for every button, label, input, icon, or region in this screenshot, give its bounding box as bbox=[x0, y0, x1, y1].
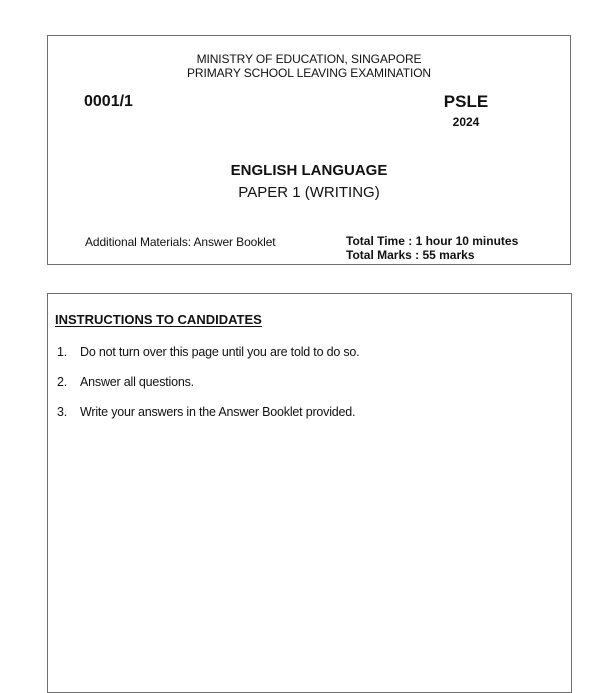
instruction-text: Write your answers in the Answer Booklet provided. bbox=[80, 405, 356, 419]
instruction-item bbox=[57, 345, 359, 359]
instruction-text: Answer all questions. bbox=[80, 375, 194, 389]
instruction-text: Do not turn over this page until you are told to do so. bbox=[80, 345, 360, 359]
subject-title: ENGLISH LANGUAGE bbox=[230, 162, 388, 179]
total-marks: Total Marks : 55 marks bbox=[346, 248, 475, 262]
exam-year: 2024 bbox=[452, 115, 480, 129]
instruction-item bbox=[57, 375, 194, 389]
paper-title: PAPER 1 (WRITING) bbox=[238, 184, 380, 201]
instructions-box bbox=[47, 293, 572, 693]
instruction-number: 3. bbox=[57, 405, 68, 419]
instruction-item bbox=[57, 405, 355, 419]
instruction-number: 2. bbox=[57, 375, 68, 389]
instructions-heading: INSTRUCTIONS TO CANDIDATES bbox=[55, 312, 262, 327]
paper-code: 0001/1 bbox=[84, 93, 133, 110]
exam-name: PSLE bbox=[443, 92, 489, 111]
cover-box bbox=[47, 35, 571, 265]
total-time: Total Time : 1 hour 10 minutes bbox=[346, 234, 519, 248]
additional-materials: Additional Materials: Answer Booklet bbox=[85, 235, 276, 249]
ministry-name: MINISTRY OF EDUCATION, SINGAPORE bbox=[196, 52, 422, 66]
instruction-number: 1. bbox=[57, 345, 68, 359]
examination-name: PRIMARY SCHOOL LEAVING EXAMINATION bbox=[187, 66, 431, 80]
